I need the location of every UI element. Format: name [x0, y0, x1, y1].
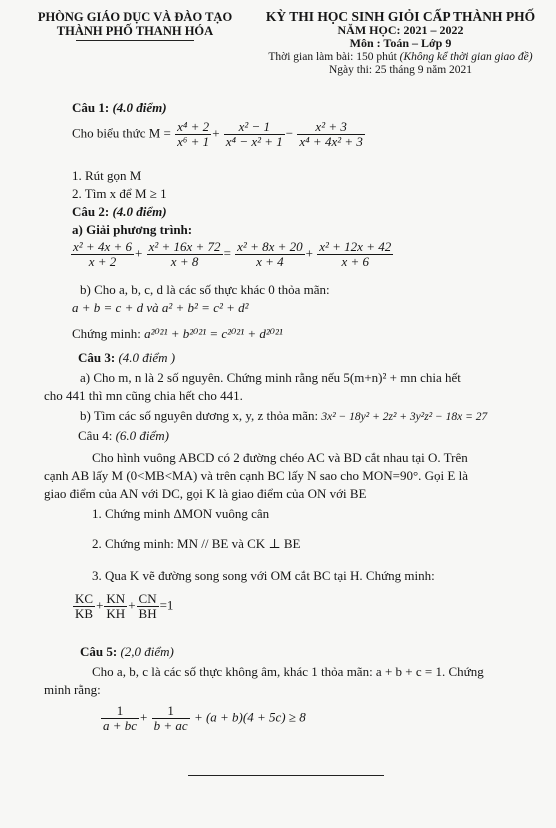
q2-heading: Câu 2: (4.0 điểm): [72, 204, 167, 219]
q4-text-line2: cạnh AB lấy M (0<MB<MA) và trên cạnh BC lấy N sao cho MON=90°. Gọi E là: [44, 468, 468, 483]
q1-item-2: 2. Tìm x để M ≥ 1: [72, 186, 167, 201]
q2-part-b: b) Cho a, b, c, d là các số thực khác 0 thỏa mãn:: [80, 282, 330, 297]
q4-text-line1: Cho hình vuông ABCD có 2 đường chéo AC và BD cắt nhau tại O. Trên: [92, 450, 468, 465]
exam-header: [248, 10, 553, 78]
q5-text-line1: Cho a, b, c là các số thực không âm, khác 1 thỏa mãn: a + b + c = 1. Chứng: [92, 664, 484, 679]
q2-prove: Chứng minh: a²⁰²¹ + b²⁰²¹ = c²⁰²¹ + d²⁰²¹: [72, 326, 283, 341]
q4-ratio-equation: $\frac{KC}{KB}$ + $\frac{KN}{KH}$ + $\frac{CN}{BH}$ =1: [75, 591, 174, 621]
q4-text-line3: giao điểm của AN với DC, gọi K là giao điểm của ON với BE: [44, 486, 367, 501]
q5-text-line2: minh rằng:: [44, 682, 101, 697]
q1-heading: Câu 1: (4.0 điểm): [72, 100, 167, 115]
q4-item-3: 3. Qua K vẽ đường song song với OM cắt BC tại H. Chứng minh:: [92, 568, 435, 583]
q4-heading: Câu 4: (6.0 điểm): [78, 428, 169, 443]
exam-title: KỲ THI HỌC SINH GIỎI CẤP THÀNH PHỐ: [265, 9, 536, 24]
q3-part-a-line1: a) Cho m, n là 2 số nguyên. Chứng minh rằng nếu 5(m+n)² + mn chia hết: [80, 370, 461, 385]
q2-equation: $\frac{\text{x² + 4x + 6}}{x + 2}$ + $\frac{\text{x² + 16x + 72}}{x + 8}$ = $\frac{\text{x² + 8x + 20}}{x + 4}$ + $\frac{\text{x² + 12x + 42}}{x + 6}$: [73, 239, 392, 269]
q5-heading: Câu 5: (2,0 điểm): [80, 644, 174, 659]
q3-part-b: b) Tìm các số nguyên dương x, y, z thỏa mãn: 3x² − 18y² + 2z² + 3y²z² − 18x = 27: [80, 408, 488, 423]
q1-item-1: 1. Rút gọn M: [72, 168, 142, 183]
end-of-exam-rule: [188, 775, 384, 776]
q2-part-a: a) Giải phương trình:: [72, 222, 193, 237]
header-underline: [76, 40, 194, 41]
q3-part-a-line2: cho 441 thì mn cũng chia hết cho 441.: [44, 388, 243, 403]
q5-inequality: $\frac{1}{a + bc}$ + $\frac{1}{b + ac}$ + (a + b)(4 + 5c) ≥ 8: [103, 703, 306, 733]
subject: Môn : Toán – Lớp 9: [349, 36, 452, 51]
q4-item-1: 1. Chứng minh ΔMON vuông cân: [92, 506, 270, 521]
school-header: [0, 10, 270, 41]
department-name: PHÒNG GIÁO DỤC VÀ ĐÀO TẠO: [37, 10, 233, 24]
q4-item-2: 2. Chứng minh: MN // BE và CK ⊥ BE: [92, 536, 301, 551]
q1-expression: Cho biểu thức M = $\frac{\text{x⁴ + 2}}{\text{x⁶ + 1}}$ + $\frac{\text{x² − 1}}{\text{x⁴ − x² + 1}}$ − $\frac{\text{x² + 3}}{\text{x⁴ + 4x² + 3}}$: [72, 119, 363, 149]
time-limit: Thời gian làm bài: 150 phút (Không kể thời gian giao đề): [268, 50, 533, 63]
city-name: THÀNH PHỐ THANH HÓA: [56, 24, 214, 38]
exam-date: Ngày thi: 25 tháng 9 năm 2021: [328, 64, 473, 77]
q2-condition: a + b = c + d và a² + b² = c² + d²: [72, 300, 249, 315]
q3-heading: Câu 3: (4.0 điểm ): [78, 350, 176, 365]
school-year: NĂM HỌC: 2021 – 2022: [337, 22, 464, 37]
